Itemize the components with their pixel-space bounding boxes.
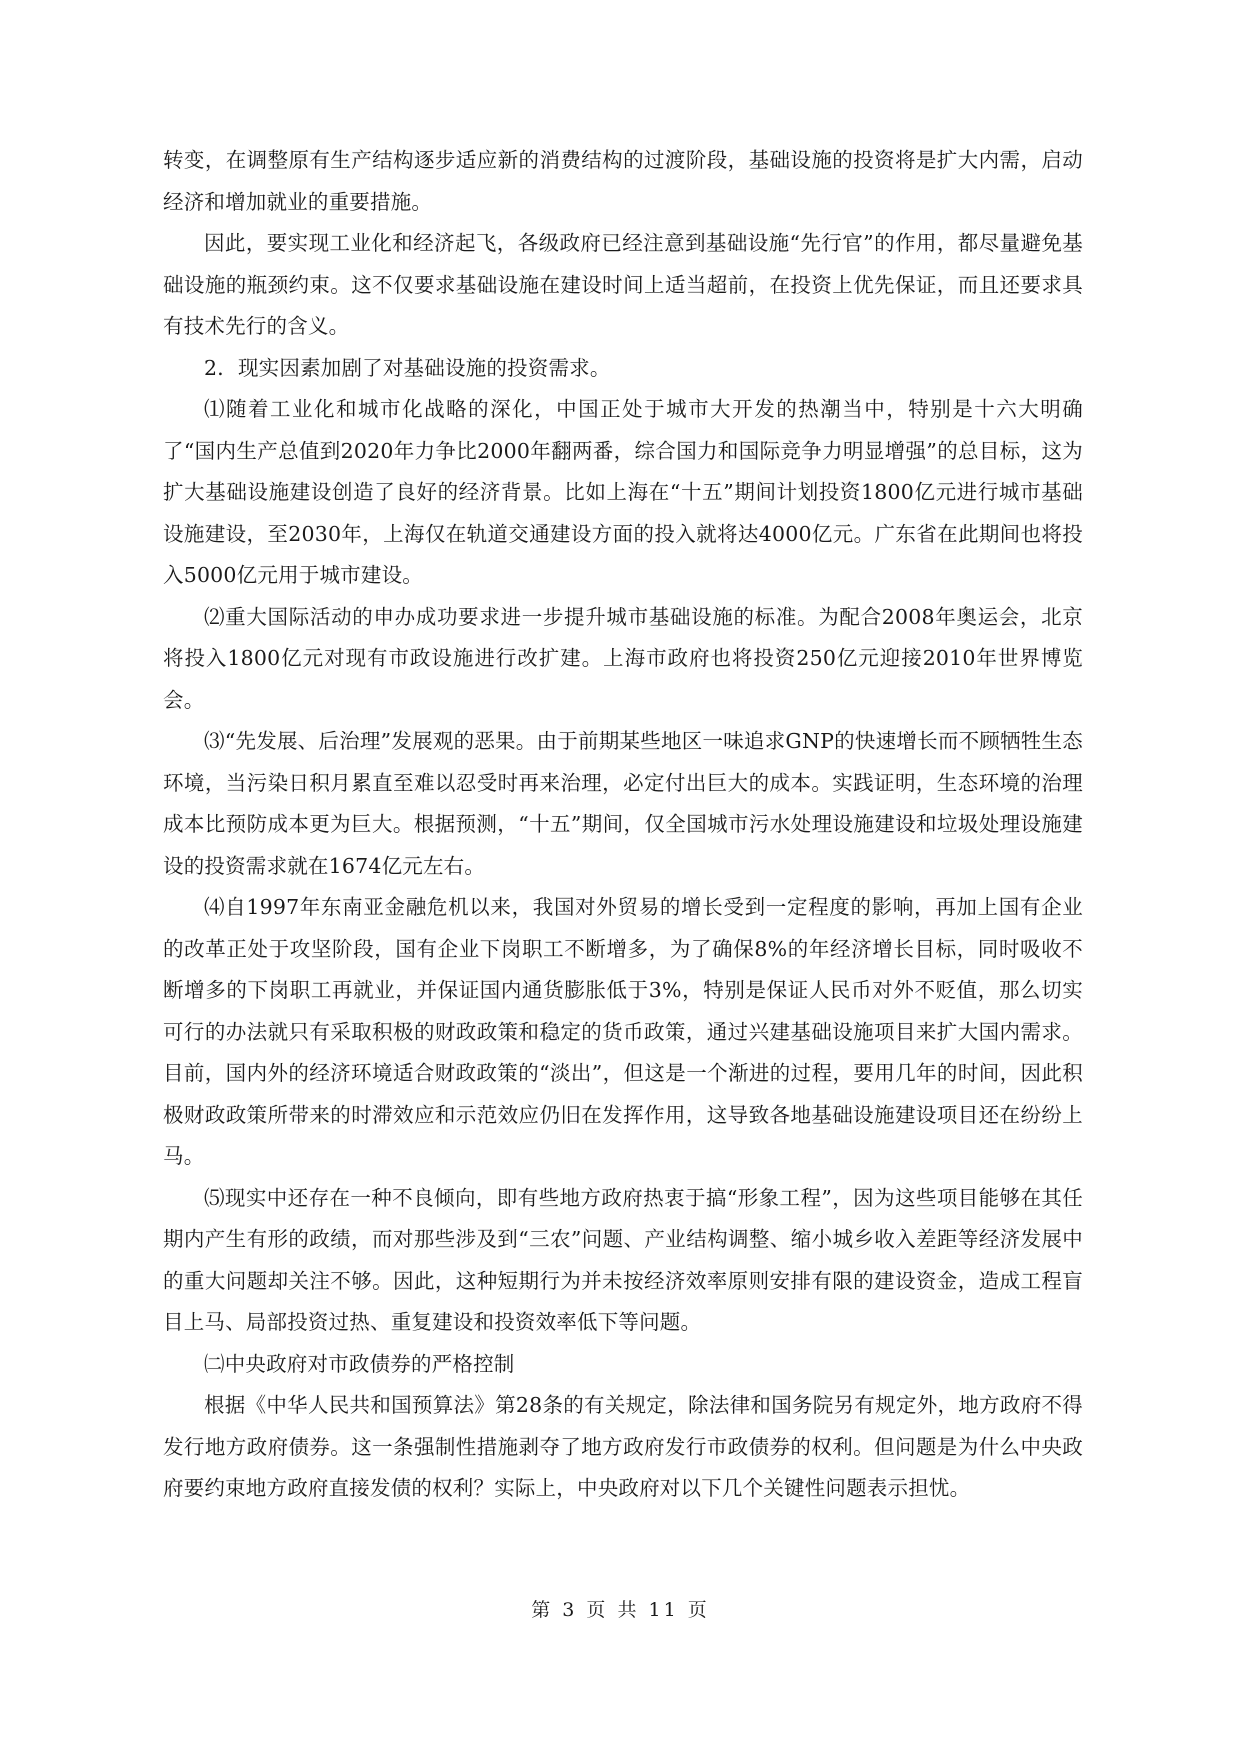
- page-footer: 第 3 页 共 11 页: [531, 1599, 710, 1621]
- section-heading-central-control: ㈡中央政府对市政债券的严格控制: [204, 1351, 515, 1376]
- paragraph-pioneer-role: 因此，要实现工业化和经济起飞，各级政府已经注意到基础设施“先行官”的作用，都尽量避免基础设施的瓶颈约束。这不仅要求基础设施在建设时间上适当超前，在投资上优先保证，而且还要求具有技术先行的含义。: [163, 231, 1083, 338]
- paragraph-item-3: ⑶“先发展、后治理”发展观的恶果。由于前期某些地区一味追求GNP的快速增长而不顾牺牲生态环境，当污染日积月累直至难以忍受时再来治理，必定付出巨大的成本。实践证明，生态环境的治理成本比预防成本更为巨大。根据预测，“十五”期间，仅全国城市污水处理设施建设和垃圾处理设施建设的投资需求就在1674亿元左右。: [163, 729, 1083, 878]
- section-heading-realistic-factors: 2．现实因素加剧了对基础设施的投资需求。: [204, 355, 611, 380]
- paragraph-budget-law: 根据《中华人民共和国预算法》第28条的有关规定，除法律和国务院另有规定外，地方政府不得发行地方政府债券。这一条强制性措施剥夺了地方政府发行市政债券的权利。但问题是为什么中央政府要约束地方政府直接发债的权利？实际上，中央政府对以下几个关键性问题表示担忧。: [163, 1393, 1083, 1500]
- paragraph-item-2: ⑵重大国际活动的申办成功要求进一步提升城市基础设施的标准。为配合2008年奥运会，北京将投入1800亿元对现有市政设施进行改扩建。上海市政府也将投资250亿元迎接2010年世界博览会。: [163, 604, 1083, 712]
- paragraph-item-4: ⑷自1997年东南亚金融危机以来，我国对外贸易的增长受到一定程度的影响，再加上国有企业的改革正处于攻坚阶段，国有企业下岗职工不断增多，为了确保8%的年经济增长目标，同时吸收不断增多的下岗职工再就业，并保证国内通货膨胀低于3%，特别是保证人民币对外不贬值，那么切实可行的办法就只有采取积极的财政政策和稳定的货币政策，通过兴建基础设施项目来扩大国内需求。目前，国内外的经济环境适合财政政策的“淡出”，但这是一个渐进的过程，要用几年的时间，因此积极财政政策所带来的时滞效应和示范效应仍旧在发挥作用，这导致各地基础设施建设项目还在纷纷上马。: [163, 895, 1083, 1168]
- paragraph-item-1: ⑴随着工业化和城市化战略的深化，中国正处于城市大开发的热潮当中，特别是十六大明确了“国内生产总值到2020年力争比2000年翻两番，综合国力和国际竞争力明显增强”的总目标，这为扩大基础设施建设创造了良好的经济背景。比如上海在“十五”期间计划投资1800亿元进行城市基础设施建设，至2030年，上海仅在轨道交通建设方面的投入就将达4000亿元。广东省在此期间也将投入5000亿元用于城市建设。: [163, 397, 1083, 587]
- document-body: [163, 140, 1083, 1510]
- paragraph-item-5: ⑸现实中还存在一种不良倾向，即有些地方政府热衷于搞“形象工程”，因为这些项目能够在其任期内产生有形的政绩，而对那些涉及到“三农”问题、产业结构调整、缩小城乡收入差距等经济发展中的重大问题却关注不够。因此，这种短期行为并未按经济效率原则安排有限的建设资金，造成工程盲目上马、局部投资过热、重复建设和投资效率低下等问题。: [163, 1185, 1083, 1334]
- paragraph-continuation: 转变，在调整原有生产结构逐步适应新的消费结构的过渡阶段，基础设施的投资将是扩大内需，启动经济和增加就业的重要措施。: [163, 148, 1083, 214]
